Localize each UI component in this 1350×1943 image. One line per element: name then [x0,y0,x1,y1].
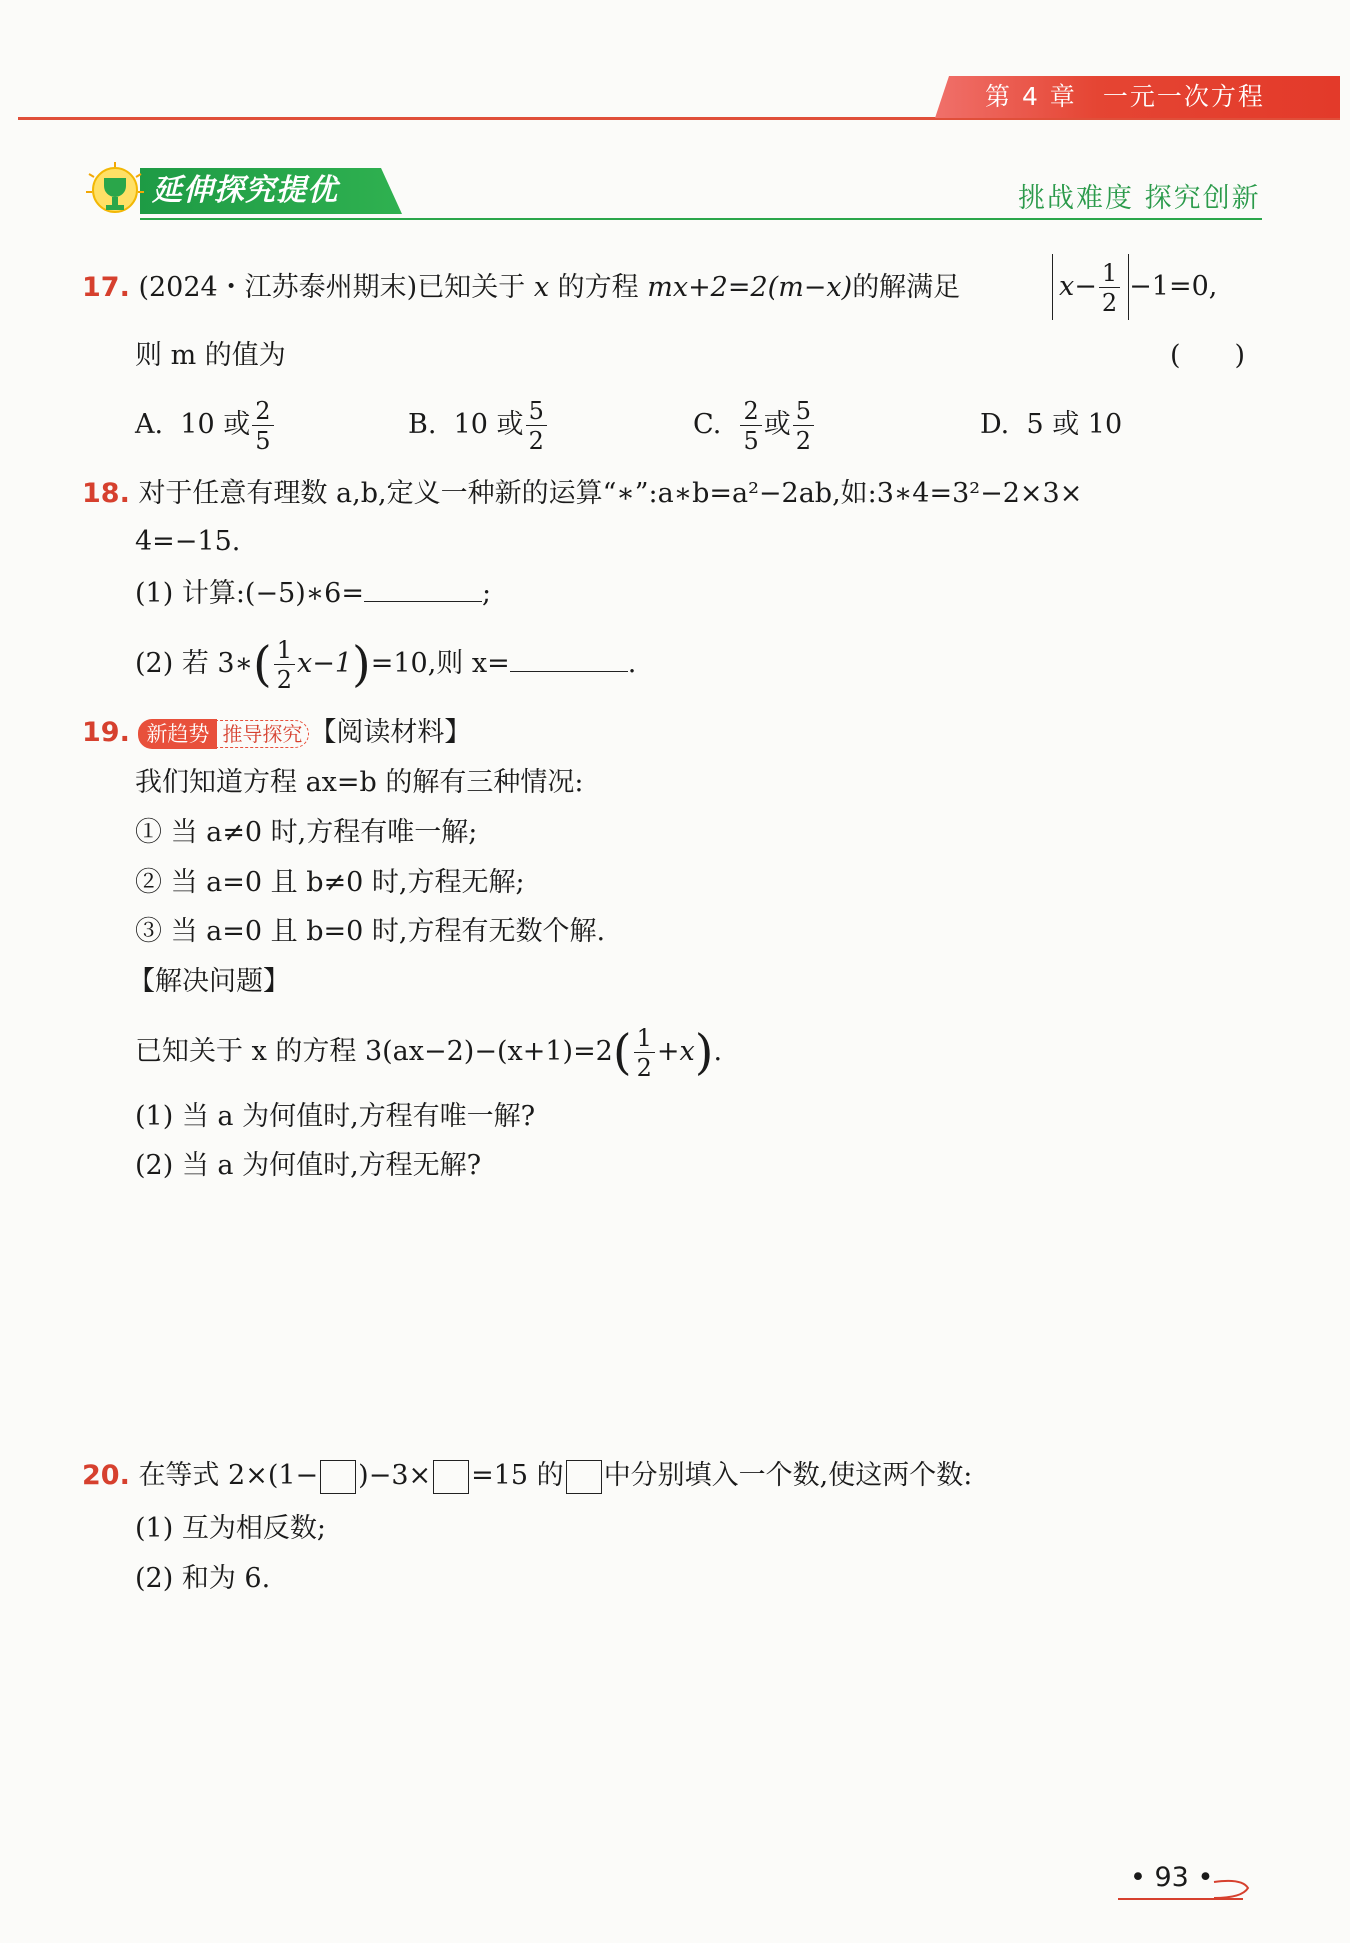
fraction [526,396,547,455]
q19-case-1: ① 当 a≠0 时,方程有唯一解; [135,817,478,848]
question-number: 18. [82,478,130,509]
q20-sub1: (1) 互为相反数; [135,1513,326,1544]
expression: +x [656,1036,695,1067]
fraction-denominator: 2 [1101,288,1118,317]
derivation-tag: 推导探究 [215,720,309,748]
option-b[interactable] [408,390,549,460]
answer-box[interactable] [433,1460,469,1494]
q19-intro: 我们知道方程 ax=b 的解有三种情况: [135,767,584,798]
question-18-sub1 [135,574,491,614]
question-20-line1 [82,1454,972,1498]
abs-condition [1052,254,1217,320]
fraction [793,396,814,455]
fraction-denominator: 2 [276,665,292,694]
question-text: 的解满足 [852,272,961,303]
fraction-denominator: 2 [795,426,812,455]
paren-right: ) [352,636,371,693]
question-number: 19. [82,717,130,748]
option-d[interactable] [980,390,1122,460]
question-source: (2024・江苏泰州期末) [138,272,418,303]
fraction [634,1023,655,1082]
fraction-denominator: 2 [636,1053,652,1082]
fraction-numerator: 1 [274,638,295,665]
question-18-line1 [82,474,1082,514]
fraction-numerator: 2 [740,399,761,426]
fraction-numerator: 2 [252,399,273,426]
question-text: )−3× [358,1460,432,1491]
question-18-sub2 [135,628,636,700]
page-swoosh-icon [1212,1876,1252,1902]
option-a[interactable] [135,390,276,460]
question-text: 的方程 [557,272,639,303]
fraction [252,396,273,455]
question-17-line2: 则 m 的值为 [135,340,286,371]
abs-expression: x− [1059,271,1097,302]
option-label: C. [693,409,722,440]
paren-left: ( [612,1024,632,1081]
q19-case-3: ③ 当 a=0 且 b=0 时,方程有无数个解. [135,916,606,947]
expression: x−1 [296,648,352,679]
fraction-denominator: 5 [743,426,759,455]
banner-rule [140,218,1262,220]
option-label: B. [408,409,437,440]
answer-box[interactable] [566,1460,602,1494]
solve-heading: 【解决问题】 [128,966,290,997]
question-text: 已知关于 [417,272,526,303]
answer-bracket[interactable]: ( ) [1170,340,1246,371]
question-number: 17. [82,272,130,303]
q19-equation [135,1016,722,1088]
option-text: 10 或 [180,409,251,440]
chapter-title: 一元一次方程 [1102,82,1265,111]
paren-right: ) [694,1024,714,1081]
equation-text: 已知关于 x 的方程 3(ax−2)−(x+1)=2 [135,1036,613,1067]
answer-box[interactable] [320,1460,356,1494]
question-number: 20. [82,1460,130,1491]
fraction-denominator: 5 [255,426,271,455]
q19-case-2: ② 当 a=0 且 b≠0 时,方程无解; [135,867,525,898]
fraction-denominator: 2 [528,426,544,455]
fraction-numerator: 1 [1099,261,1120,288]
question-text: 在等式 2×(1− [138,1460,319,1491]
option-c[interactable] [693,390,816,460]
paren-left: ( [252,636,272,693]
q19-sub1: (1) 当 a 为何值时,方程有唯一解? [135,1101,536,1132]
subquestion-text: =10,则 x= [370,648,510,679]
question-text: 中分别填入一个数,使这两个数: [603,1460,973,1491]
option-label: A. [135,409,164,440]
fraction [1099,258,1120,317]
reading-heading: 【阅读材料】 [309,717,472,748]
q20-sub2: (2) 和为 6. [135,1563,271,1594]
question-text: 对于任意有理数 a,b,定义一种新的运算“∗”:a∗b=a²−2ab,如:3∗4=3²−2×3× [138,478,1083,509]
fraction-numerator: 1 [634,1026,655,1053]
chapter-number: 第 4 章 [985,82,1077,111]
trophy-icon [84,162,146,224]
question-18-line2: 4=−15. [135,526,241,557]
section-subtitle: 挑战难度 探究创新 [1018,183,1261,214]
fraction-numerator: 5 [793,399,814,426]
q19-sub2: (2) 当 a 为何值时,方程无解? [135,1150,482,1181]
option-label: D. [980,409,1010,440]
fraction [740,396,761,455]
chapter-heading [985,76,1265,118]
question-text: =15 的 [471,1460,564,1491]
option-text: 5 或 10 [1026,409,1123,440]
answer-blank[interactable] [364,574,482,602]
punctuation: . [713,1036,723,1067]
fraction-numerator: 5 [526,399,547,426]
variable-x: x [533,272,550,303]
section-title: 延伸探究提优 [152,173,338,208]
absolute-value [1052,254,1129,320]
condition-tail: −1=0, [1129,271,1218,302]
fraction [274,635,295,694]
question-19-header [82,713,471,753]
punctuation: ; [481,578,492,609]
option-text: 或 [763,409,791,440]
equation: mx+2=2(m−x) [647,272,853,303]
punctuation: . [627,648,637,679]
subquestion-text: (2) 若 3∗ [135,648,253,679]
question-17-line1 [82,268,960,308]
page-number: • 93 • [1130,1862,1214,1893]
new-trend-tag: 新趋势 [138,719,217,749]
subquestion-text: (1) 计算:(−5)∗6= [135,578,364,609]
option-text: 10 或 [453,409,524,440]
answer-blank[interactable] [510,644,628,672]
